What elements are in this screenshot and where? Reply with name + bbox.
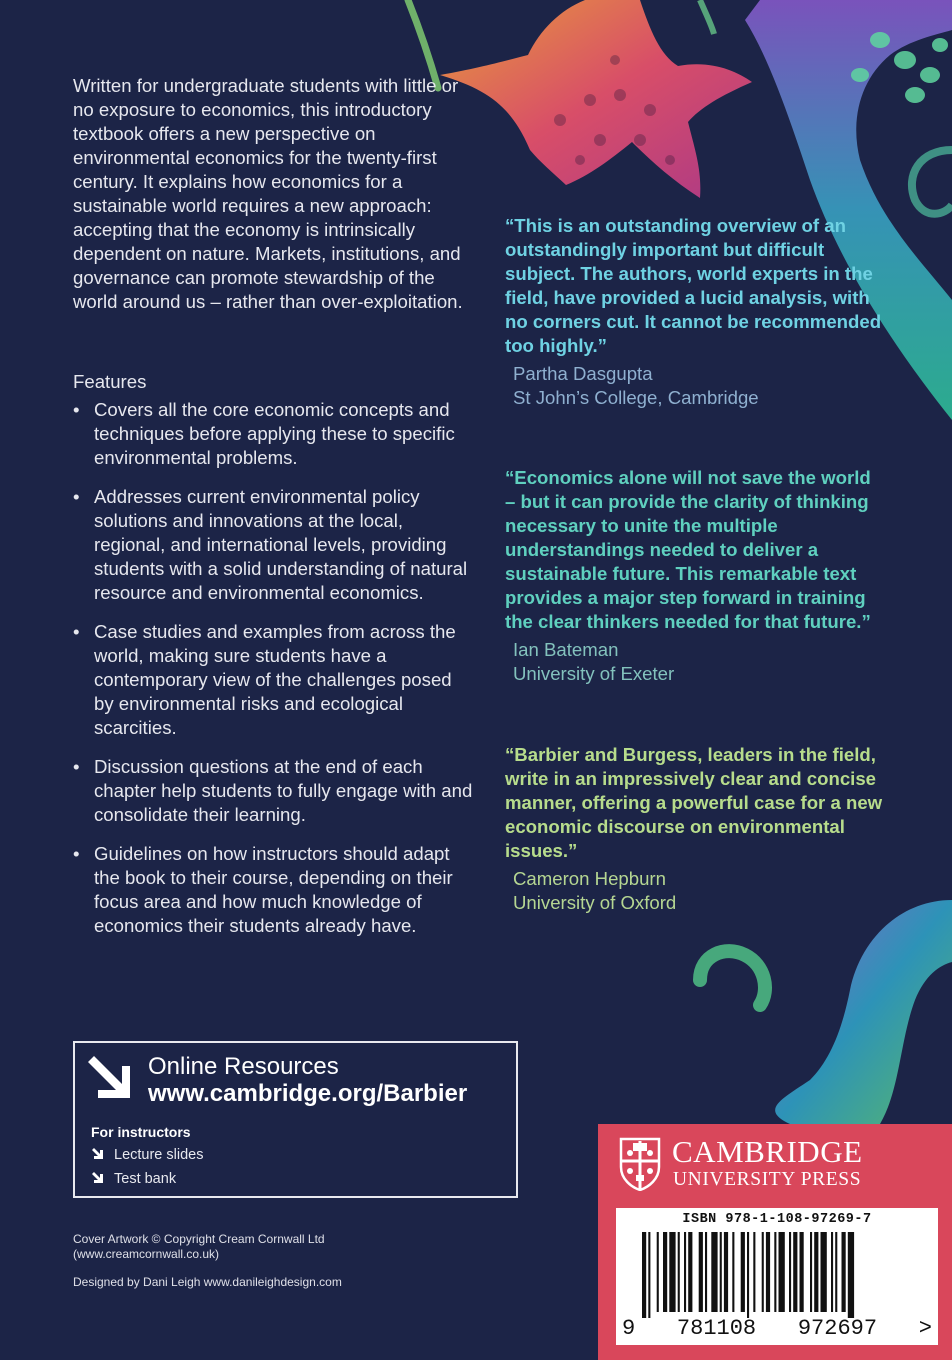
barcode-bar (842, 1232, 846, 1312)
tentacle-bottom-right (775, 900, 952, 1124)
barcode-bar (831, 1232, 833, 1312)
barcode-bar (663, 1232, 667, 1312)
feature-item: • Discussion questions at the end of each chapter help students to fully engage with and consolidate their learning. (73, 756, 473, 825)
quote-text: “Economics alone will not save the world – but it can provide the clarity of thinking necessary to unite the multiple understandings needed to deliver a sustainable future. This remarkable text provides a major step forward in training the clear thinkers needed for that future.” (505, 467, 871, 632)
book-description: Written for undergraduate students with little or no exposure to economics, this introductory textbook offers a new perspective on environmental economics for the twenty-first century. It explains how economics for a sustainable world requires a new approach: accepting that the economy is intrinsically dependent on nature. Markets, institutions, and governance can promote stewardship of the world around us – rather than over-exploitation. (73, 75, 463, 312)
bullet-icon: • (73, 486, 80, 507)
feature-item: • Case studies and examples from across the world, making sure students have a contemporary view of the challenges posed by environmental risks and ecological scarcities. (73, 621, 456, 738)
barcode-bar (657, 1232, 659, 1312)
arrow-down-right-icon (91, 1147, 104, 1160)
tentacle-bottom-curl (700, 951, 765, 1005)
barcode-bar (711, 1232, 717, 1312)
designer-credit: Designed by Dani Leigh www.danileighdesign.com (73, 1275, 342, 1289)
bullet-icon: • (73, 399, 80, 420)
barcode-bar (678, 1232, 680, 1312)
barcode-bar (753, 1232, 755, 1312)
publisher-panel (598, 1124, 952, 1360)
publisher-name: CAMBRIDGE (672, 1134, 863, 1169)
barcode-number: 9 781108 972697 > (622, 1316, 932, 1341)
online-resources-box (73, 1041, 518, 1198)
barcode-bar (814, 1232, 818, 1312)
barcode-bars (642, 1232, 908, 1318)
artwork-credit: Cover Artwork © Copyright Cream Cornwall Ltd (73, 1232, 325, 1246)
endorsement-quote (505, 214, 885, 410)
barcode-bar (766, 1232, 770, 1312)
barcode-bar (642, 1232, 646, 1318)
barcode-bar (669, 1232, 675, 1312)
barcode-bar (800, 1232, 804, 1312)
tentacle-curl (912, 150, 952, 214)
resource-item: Test bank (91, 1171, 176, 1187)
resources-audience: For instructors (91, 1124, 191, 1140)
barcode-bar (732, 1232, 734, 1312)
resources-title: Online Resources (148, 1053, 339, 1080)
quote-author: Partha Dasgupta (513, 363, 653, 384)
arrow-down-right-icon (84, 1052, 136, 1104)
barcode-bar (747, 1232, 749, 1318)
features-heading: Features (73, 371, 147, 392)
publisher-subtitle: UNIVERSITY PRESS (673, 1169, 862, 1190)
seaweed-stem-2 (700, 0, 714, 34)
barcode-bar (793, 1232, 797, 1312)
quote-text: “This is an outstanding overview of an outstandingly important but difficult subject. The authors, world experts in the field, have provided a lucid analysis, with no corners cut. It cannot be recommended too highly.” (505, 215, 882, 356)
feature-item: • Covers all the core economic concepts and techniques before applying these to specific environmental problems. (73, 399, 455, 468)
barcode-bar (821, 1232, 827, 1312)
quote-text: “Barbier and Burgess, leaders in the field, write in an impressively clear and concise manner, offering a powerful case for a new economic discourse on environmental issues.” (505, 744, 883, 861)
barcode-bar (789, 1232, 791, 1312)
bullet-icon: • (73, 843, 80, 864)
barcode-bar (835, 1232, 837, 1312)
barcode-bar (810, 1232, 812, 1312)
barcode (616, 1208, 938, 1345)
resource-item: Lecture slides (91, 1147, 203, 1163)
quote-author: Cameron Hepburn (513, 868, 666, 889)
quote-author: Ian Bateman (513, 639, 619, 660)
artwork-credit-url: (www.creamcornwall.co.uk) (73, 1247, 220, 1261)
starfish (440, 0, 752, 198)
barcode-bar (684, 1232, 686, 1312)
quote-affiliation: University of Exeter (513, 663, 675, 684)
barcode-bar (762, 1232, 764, 1312)
barcode-bar (688, 1232, 692, 1312)
cambridge-crest-icon (619, 1137, 661, 1191)
bullet-icon: • (73, 756, 80, 777)
quote-affiliation: St John’s College, Cambridge (513, 387, 759, 408)
barcode-bar (705, 1232, 707, 1312)
barcode-bar (724, 1232, 728, 1312)
feature-item: • Addresses current environmental policy solutions and innovations at the local, regional, and international levels, providing students with a solid understanding of natural resource and environmental economics. (73, 486, 468, 603)
barcode-bar (848, 1232, 854, 1318)
barcode-bar (699, 1232, 703, 1312)
features-list (73, 398, 473, 953)
feature-item: • Guidelines on how instructors should adapt the book to their course, depending on their focus area and how much knowledge of economics their students already have. (73, 843, 453, 936)
endorsement-quote (505, 466, 885, 686)
barcode-bar (648, 1232, 650, 1318)
isbn-text: ISBN 978-1-108-97269-7 (682, 1212, 872, 1227)
barcode-bar (779, 1232, 785, 1312)
quote-affiliation: University of Oxford (513, 892, 677, 913)
barcode-bar (774, 1232, 776, 1312)
bullet-icon: • (73, 621, 80, 642)
barcode-bar (741, 1232, 745, 1312)
arrow-down-right-icon (91, 1171, 104, 1184)
resources-link[interactable]: www.cambridge.org/Barbier (148, 1080, 468, 1107)
endorsement-quote (505, 743, 885, 915)
barcode-bar (720, 1232, 722, 1312)
